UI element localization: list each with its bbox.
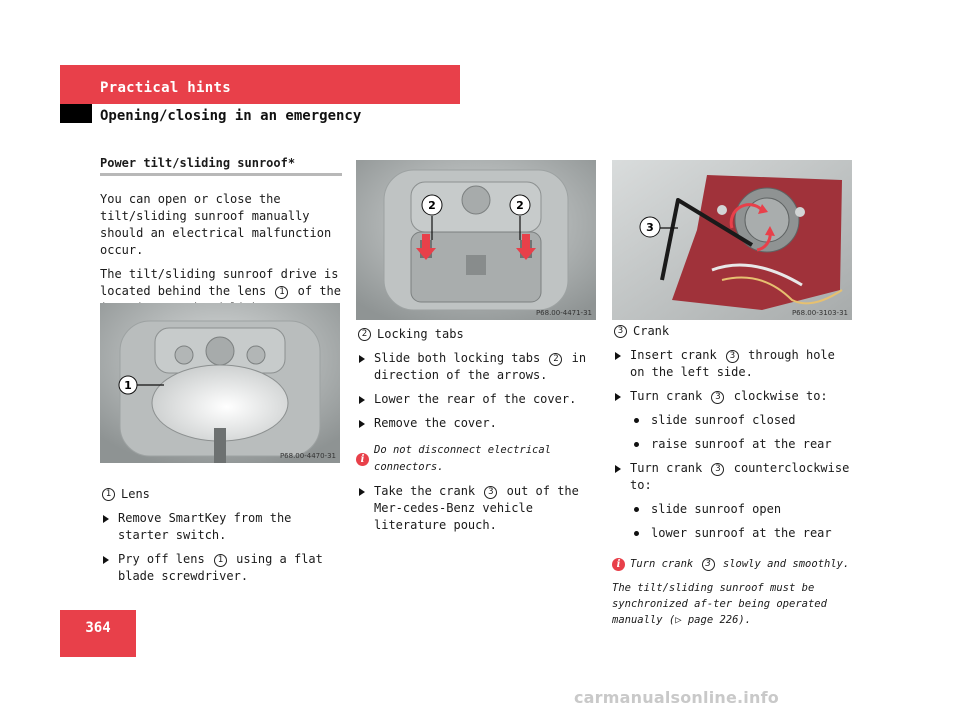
crank-figure [612, 160, 852, 320]
page-number: 364 [85, 620, 111, 636]
location-text-b: of the [297, 284, 341, 298]
step-text-b: in direction of the arrows. [374, 351, 587, 382]
step-text-b: out of the Mer-cedes-Benz vehicle literature pouch. [374, 484, 579, 532]
step-arrow-icon [359, 420, 365, 428]
callout-3-inline: 3 [702, 558, 715, 571]
step-arrow-icon [103, 515, 109, 523]
step-remove-cover [356, 415, 596, 432]
step-take-crank [356, 483, 596, 534]
bullet-text: lower sunroof at the rear [651, 526, 832, 540]
step-arrow-icon [359, 396, 365, 404]
caption-text: Crank [633, 324, 670, 338]
info-text-a: Turn crank [630, 558, 694, 570]
callout-3-inline: 3 [711, 463, 724, 476]
info-note [612, 556, 856, 573]
bullet-text: slide sunroof open [651, 502, 782, 516]
bullet-item [634, 501, 856, 518]
bullet-icon [634, 507, 639, 512]
callout-3-label: 3 [646, 221, 654, 234]
bullet-item [634, 525, 856, 542]
step-text [374, 483, 596, 534]
step-turn-clockwise [612, 388, 856, 405]
callout-2-label-right: 2 [516, 199, 524, 212]
step-remove-smartkey [100, 510, 342, 544]
step-arrow-icon [359, 355, 365, 363]
info-text: Do not disconnect electrical connectors. [374, 444, 552, 473]
step-text-a: Turn crank [630, 461, 703, 475]
info-note [356, 442, 596, 476]
figure-code: P68.00-4470-31 [279, 452, 336, 460]
step-turn-counterclockwise [612, 460, 856, 494]
callout-1-inline: 1 [214, 554, 227, 567]
callout-3-inline: 3 [726, 350, 739, 363]
sync-note: The tilt/sliding sunroof must be synchronized af-ter being operated manually (▷ page 226). [612, 582, 827, 626]
callout-2-inline: 2 [549, 353, 562, 366]
bullet-icon [634, 442, 639, 447]
figure-code: P68.00-3103-31 [791, 309, 848, 317]
step-arrow-icon [103, 556, 109, 564]
step-text: Remove the cover. [374, 416, 497, 430]
column-3 [612, 323, 856, 628]
callout-1-badge: 1 [102, 488, 115, 501]
step-text-b: using a flat blade screwdriver. [118, 552, 323, 583]
step-text: Remove SmartKey from the starter switch. [118, 511, 292, 542]
info-icon: i [356, 453, 369, 466]
step-text-a: Take the crank [374, 484, 476, 498]
bullet-item [634, 412, 856, 429]
locking-tabs-illustration [356, 160, 596, 320]
bullet-text: raise sunroof at the rear [651, 437, 832, 451]
step-text-a: Pry off lens [118, 552, 205, 566]
callout-3-badge: 3 [614, 325, 627, 338]
step-text-b: through hole on the left side. [630, 348, 835, 379]
step-text [118, 551, 342, 585]
callout-1-inline: 1 [275, 286, 288, 299]
step-text [374, 350, 596, 384]
callout-2-badge: 2 [358, 328, 371, 341]
header-marker [60, 104, 92, 123]
watermark-text: carmanualsonline.info [574, 688, 779, 707]
step-text-a: Insert crank [630, 348, 717, 362]
step-text [630, 460, 856, 494]
overhead-light-illustration [100, 303, 340, 463]
callout-3-inline: 3 [484, 486, 497, 499]
step-text: Lower the rear of the cover. [374, 392, 577, 406]
column-2 [356, 326, 596, 541]
info-text-b: slowly and smoothly. [722, 558, 850, 570]
figure-1-caption [100, 486, 342, 503]
bullet-icon [634, 418, 639, 423]
step-arrow-icon [615, 393, 621, 401]
step-arrow-icon [615, 352, 621, 360]
section-heading: Power tilt/sliding sunroof* [100, 156, 342, 176]
step-insert-crank [612, 347, 856, 381]
callout-3-inline: 3 [711, 391, 724, 404]
bullet-text: slide sunroof closed [651, 413, 796, 427]
bullet-icon [634, 531, 639, 536]
crank-illustration [612, 160, 852, 320]
locking-tabs-figure [356, 160, 596, 320]
location-text-a: The tilt/sliding sunroof drive is located behind the lens [100, 267, 339, 298]
figure-code: P68.00-4471-31 [535, 309, 592, 317]
callout-1-label: 1 [124, 379, 132, 392]
figure-2-caption [356, 326, 596, 343]
overhead-light-figure [100, 303, 340, 463]
step-text-b: clockwise to: [733, 389, 828, 403]
callout-2-label-left: 2 [428, 199, 436, 212]
step-lower-cover [356, 391, 596, 408]
intro-paragraph: You can open or close the tilt/sliding sunroof manually should an electrical malfunction occur. [100, 192, 332, 257]
bullet-item [634, 436, 856, 453]
info-text [630, 556, 849, 573]
step-text-a: Slide both locking tabs [374, 351, 541, 365]
caption-text: Lens [121, 487, 150, 501]
figure-3-caption [612, 323, 856, 340]
step-pry-lens [100, 551, 342, 585]
step-slide-tabs [356, 350, 596, 384]
step-text [630, 347, 856, 381]
section-title: Practical hints [100, 80, 231, 96]
caption-text: Locking tabs [377, 327, 464, 341]
info-icon: i [612, 558, 625, 571]
step-text-b: counterclockwise to: [630, 461, 850, 492]
step-arrow-icon [615, 465, 621, 473]
step-text-a: Turn crank [630, 389, 703, 403]
subsection-title: Opening/closing in an emergency [100, 108, 362, 124]
step-text [630, 388, 828, 405]
step-arrow-icon [359, 488, 365, 496]
